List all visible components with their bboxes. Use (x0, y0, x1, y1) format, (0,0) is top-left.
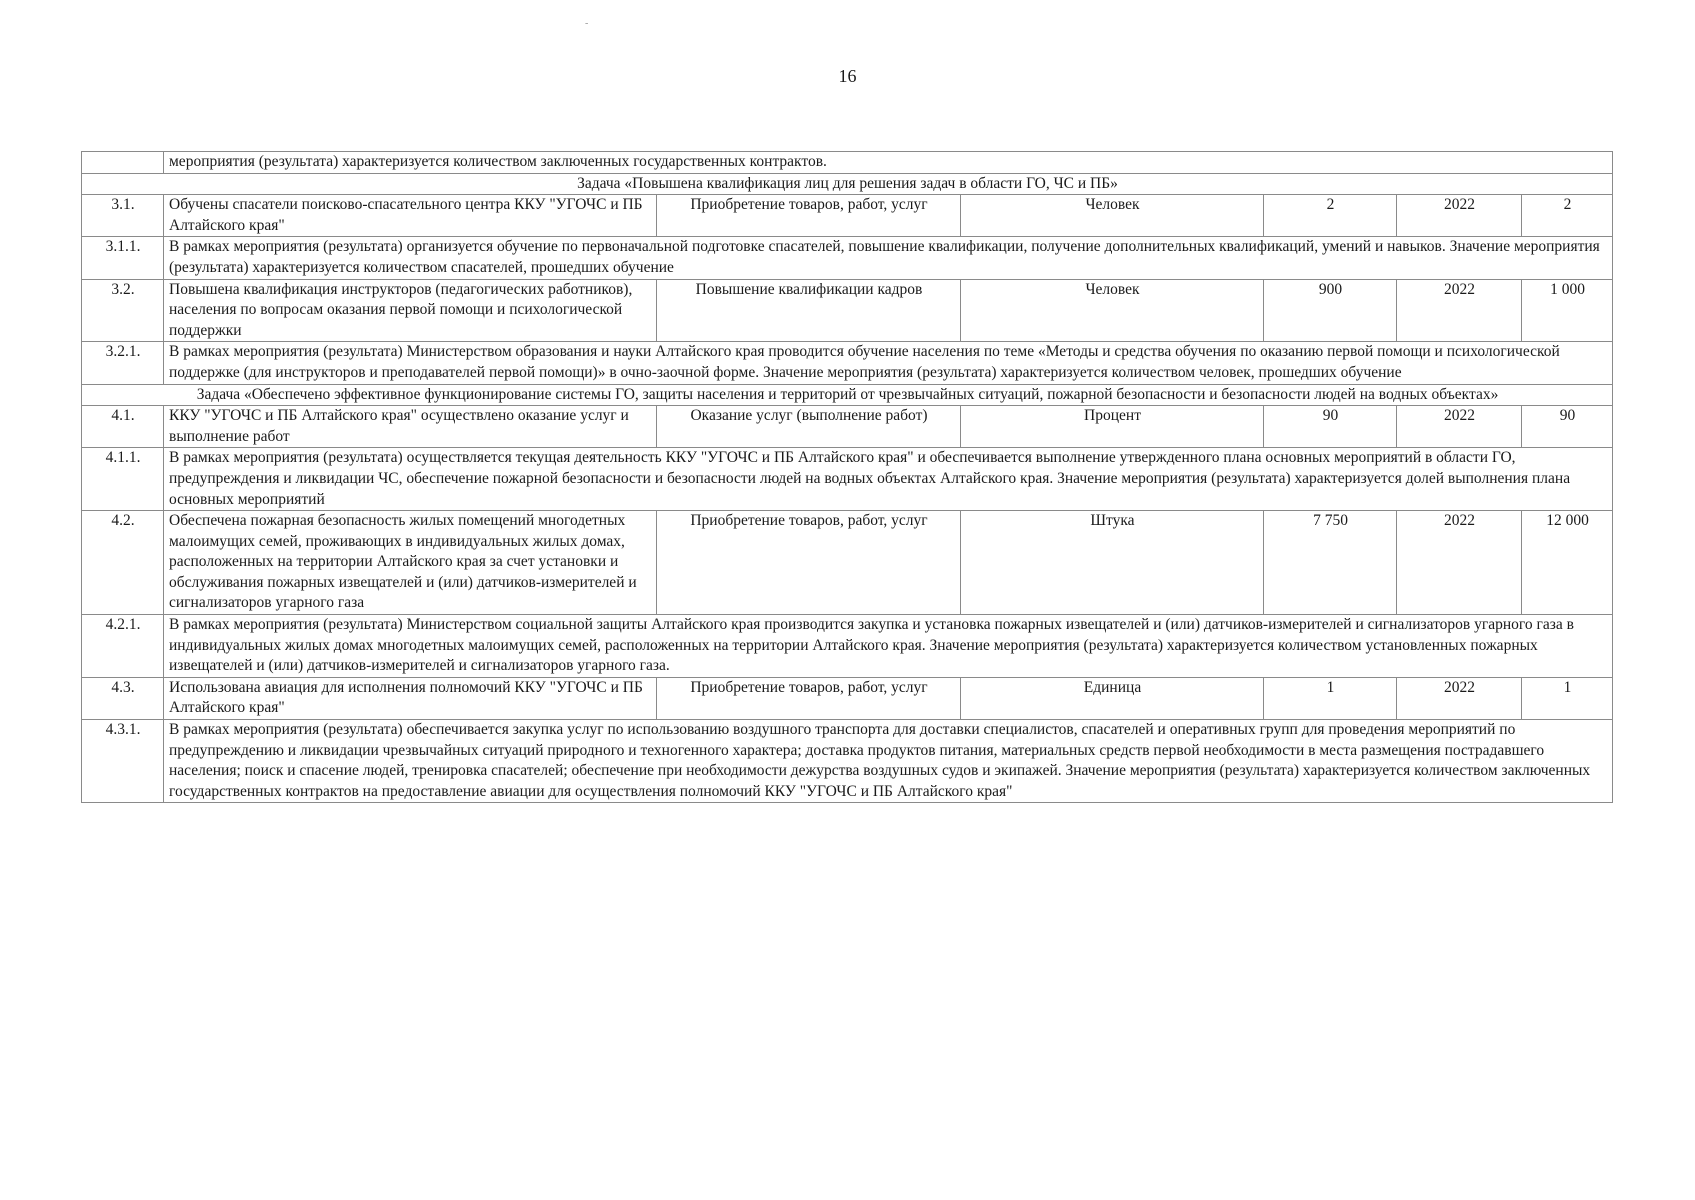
row-number: 3.2.1. (82, 342, 164, 384)
base-year: 2022 (1397, 511, 1522, 615)
task-header-row (82, 173, 1613, 195)
row-number: 4.3. (82, 677, 164, 719)
activity-type: Оказание услуг (выполнение работ) (657, 406, 961, 448)
description-text: В рамках мероприятия (результата) организуется обучение по первоначальной подготовке спасателей, повышение квалификации, получение дополнительных квалификаций, умений и навыков. Значение мероприятия (результата) характеризуется количеством спасателей, прошедших обучение (164, 237, 1613, 279)
activity-row (82, 279, 1613, 342)
base-value: 900 (1264, 279, 1397, 342)
row-number: 3.1.1. (82, 237, 164, 279)
base-year: 2022 (1397, 677, 1522, 719)
row-number: 3.2. (82, 279, 164, 342)
activity-row (82, 677, 1613, 719)
description-row (82, 448, 1613, 511)
target-value: 1 (1522, 677, 1613, 719)
row-number: 3.1. (82, 195, 164, 237)
target-value: 12 000 (1522, 511, 1613, 615)
activity-type: Приобретение товаров, работ, услуг (657, 677, 961, 719)
activity-name: ККУ "УГОЧС и ПБ Алтайского края" осуществлено оказание услуг и выполнение работ (164, 406, 657, 448)
base-value: 1 (1264, 677, 1397, 719)
activity-row (82, 511, 1613, 615)
description-text: В рамках мероприятия (результата) Министерством социальной защиты Алтайского края производится закупка и установка пожарных извещателей и (или) датчиков-измерителей и сигнализаторов угарного газа в индивидуальных жилых домах многодетных малоимущих семей, расположенных на территории Алтайского края. Значение мероприятия (результата) характеризуется количеством установленных пожарных извещателей и (или) датчиков-измерителей и сигнализаторов угарного газа. (164, 615, 1613, 678)
base-year: 2022 (1397, 279, 1522, 342)
row-number: 4.1. (82, 406, 164, 448)
base-year: 2022 (1397, 406, 1522, 448)
task-title: Задача «Обеспечено эффективное функционирование системы ГО, защиты населения и территорий от чрезвычайных ситуаций, пожарной безопасности и безопасности людей на водных объектах» (82, 384, 1613, 406)
page-number: 16 (838, 66, 857, 86)
measure-unit: Человек (961, 279, 1264, 342)
base-value: 2 (1264, 195, 1397, 237)
activities-table (81, 151, 1613, 803)
base-value: 7 750 (1264, 511, 1397, 615)
measure-unit: Человек (961, 195, 1264, 237)
target-value: 1 000 (1522, 279, 1613, 342)
activity-row (82, 406, 1613, 448)
activity-name: Использована авиация для исполнения полномочий ККУ "УГОЧС и ПБ Алтайского края" (164, 677, 657, 719)
target-value: 90 (1522, 406, 1613, 448)
base-value: 90 (1264, 406, 1397, 448)
activity-name: Повышена квалификация инструкторов (педагогических работников), населения по вопросам оказания первой помощи и психологической поддержки (164, 279, 657, 342)
row-number-cell (82, 152, 164, 174)
row-number: 4.3.1. (82, 720, 164, 803)
description-text: В рамках мероприятия (результата) осуществляется текущая деятельность ККУ "УГОЧС и ПБ Алтайского края" и обеспечивается выполнение утвержденного плана основных мероприятий в области ГО, предупреждения и ликвидации ЧС, обеспечение пожарной безопасности и безопасности людей на водных объектах Алтайского края. Значение мероприятия (результата) характеризуется долей выполнения плана основных мероприятий (164, 448, 1613, 511)
activity-type: Повышение квалификации кадров (657, 279, 961, 342)
activity-name: Обеспечена пожарная безопасность жилых помещений многодетных малоимущих семей, проживающих в индивидуальных жилых домах, расположенных на территории Алтайского края за счет установки и обслуживания пожарных извещателей и (или) датчиков-измерителей и сигнализаторов угарного газа (164, 511, 657, 615)
description-row (82, 342, 1613, 384)
row-number: 4.2.1. (82, 615, 164, 678)
description-text: В рамках мероприятия (результата) обеспечивается закупка услуг по использованию воздушного транспорта для доставки специалистов, спасателей и оперативных групп для проведения мероприятий по предупреждению и ликвидации чрезвычайных ситуаций природного и техногенного характера; доставка продуктов питания, материальных средств первой необходимости в места размещения пострадавшего населения; поиск и спасение людей, тренировка спасателей; обеспечение при необходимости дежурства воздушных судов и экипажей. Значение мероприятия (результата) характеризуется количеством заключенных государственных контрактов на предоставление авиации для осуществления полномочий ККУ "УГОЧС и ПБ Алтайского края" (164, 720, 1613, 803)
measure-unit: Процент (961, 406, 1264, 448)
activity-type: Приобретение товаров, работ, услуг (657, 511, 961, 615)
scan-speck: - (585, 18, 589, 29)
row-number: 4.2. (82, 511, 164, 615)
measure-unit: Единица (961, 677, 1264, 719)
target-value: 2 (1522, 195, 1613, 237)
carry-over-row (82, 152, 1613, 174)
carry-over-text: мероприятия (результата) характеризуется количеством заключенных государственных контрактов. (164, 152, 1613, 174)
task-header-row (82, 384, 1613, 406)
description-row (82, 615, 1613, 678)
task-title: Задача «Повышена квалификация лиц для решения задач в области ГО, ЧС и ПБ» (82, 173, 1613, 195)
description-row (82, 720, 1613, 803)
measure-unit: Штука (961, 511, 1264, 615)
activity-row (82, 195, 1613, 237)
row-number: 4.1.1. (82, 448, 164, 511)
description-row (82, 237, 1613, 279)
base-year: 2022 (1397, 195, 1522, 237)
activity-name: Обучены спасатели поисково-спасательного центра ККУ "УГОЧС и ПБ Алтайского края" (164, 195, 657, 237)
description-text: В рамках мероприятия (результата) Министерством образования и науки Алтайского края проводится обучение населения по теме «Методы и средства обучения по оказанию первой помощи и психологической поддержке (для инструкторов и преподавателей первой помощи)» в очно-заочной форме. Значение мероприятия (результата) характеризуется количеством человек, прошедших обучение (164, 342, 1613, 384)
activity-type: Приобретение товаров, работ, услуг (657, 195, 961, 237)
